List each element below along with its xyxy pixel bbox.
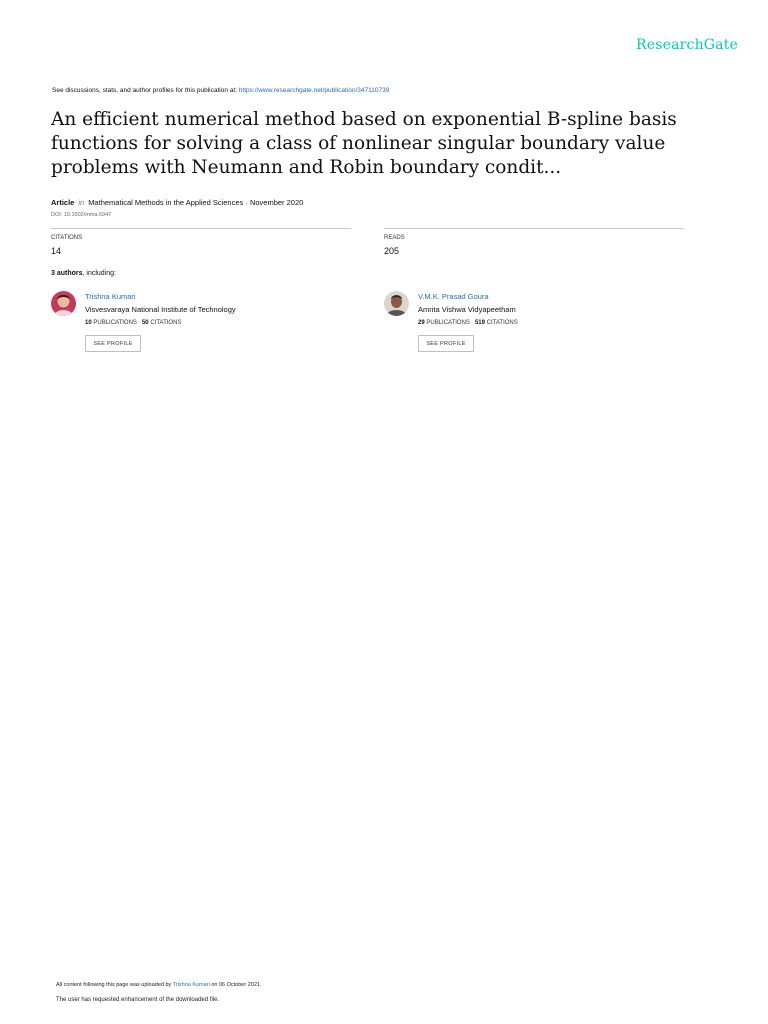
author-1-stats	[85, 320, 181, 326]
publication-title: An efficient numerical method based on exponential B-spline basis functions for solving a class of nonlinear singular boundary value problems with Neumann and Robin boundary condit...	[51, 109, 677, 178]
author-1-cit-label: CITATIONS	[150, 320, 182, 326]
author-2-see-profile-button[interactable]: SEE PROFILE	[418, 335, 474, 352]
upload-prefix: All content following this page was uploaded by	[56, 982, 173, 988]
citations-divider	[51, 228, 351, 229]
discussions-text: See discussions, stats, and author profiles for this publication at:	[52, 87, 239, 94]
author-1-name[interactable]: Trishna Kumari	[85, 292, 136, 301]
author-2-pub-label: PUBLICATIONS	[426, 320, 470, 326]
publication-meta	[51, 198, 303, 207]
uploader-link[interactable]: Trishna Kumari	[172, 982, 210, 988]
avatar-photo-icon	[384, 291, 409, 316]
reads-label: READS	[384, 235, 405, 241]
upload-note	[56, 982, 261, 988]
researchgate-logo[interactable]: ResearchGate	[636, 37, 739, 53]
author-2-name[interactable]: V.M.K. Prasad Goura	[418, 292, 489, 301]
publication-link[interactable]: https://www.researchgate.net/publication/347110739	[238, 87, 390, 94]
discussions-line	[52, 87, 389, 94]
author-1-pub-label: PUBLICATIONS	[93, 320, 137, 326]
in-word: in	[78, 198, 85, 207]
upload-suffix: on 06 October 2021.	[209, 982, 262, 988]
author-1-cit-count: 50	[141, 320, 149, 326]
author-2-institution: Amrita Vishwa Vidyapeetham	[418, 305, 516, 314]
authors-including: , including:	[82, 270, 116, 277]
avatar-author-1[interactable]	[51, 291, 76, 316]
avatar-author-2[interactable]	[384, 291, 409, 316]
author-2-pub-count: 29	[418, 320, 425, 326]
author-1-institution: Visvesvaraya National Institute of Technology	[85, 305, 236, 314]
journal-date: Mathematical Methods in the Applied Sciences · November 2020	[88, 198, 304, 207]
citations-label: CITATIONS	[51, 235, 83, 241]
authors-count: 3 authors	[51, 270, 83, 277]
reads-divider	[384, 228, 684, 229]
author-2-cit-count: 519	[474, 320, 485, 326]
author-2-stats	[418, 320, 518, 326]
avatar-photo-icon	[51, 291, 76, 316]
doi: DOI: 10.1002/mma.6947	[51, 212, 112, 218]
authors-heading	[51, 270, 116, 277]
publication-type: Article	[51, 198, 75, 207]
citations-value: 14	[51, 246, 62, 256]
author-1-pub-count: 10	[85, 320, 92, 326]
author-2-cit-label: CITATIONS	[486, 320, 518, 326]
reads-value: 205	[384, 246, 400, 256]
author-1-see-profile-button[interactable]: SEE PROFILE	[85, 335, 141, 352]
enhancement-note: The user has requested enhancement of the downloaded file.	[56, 997, 220, 1003]
